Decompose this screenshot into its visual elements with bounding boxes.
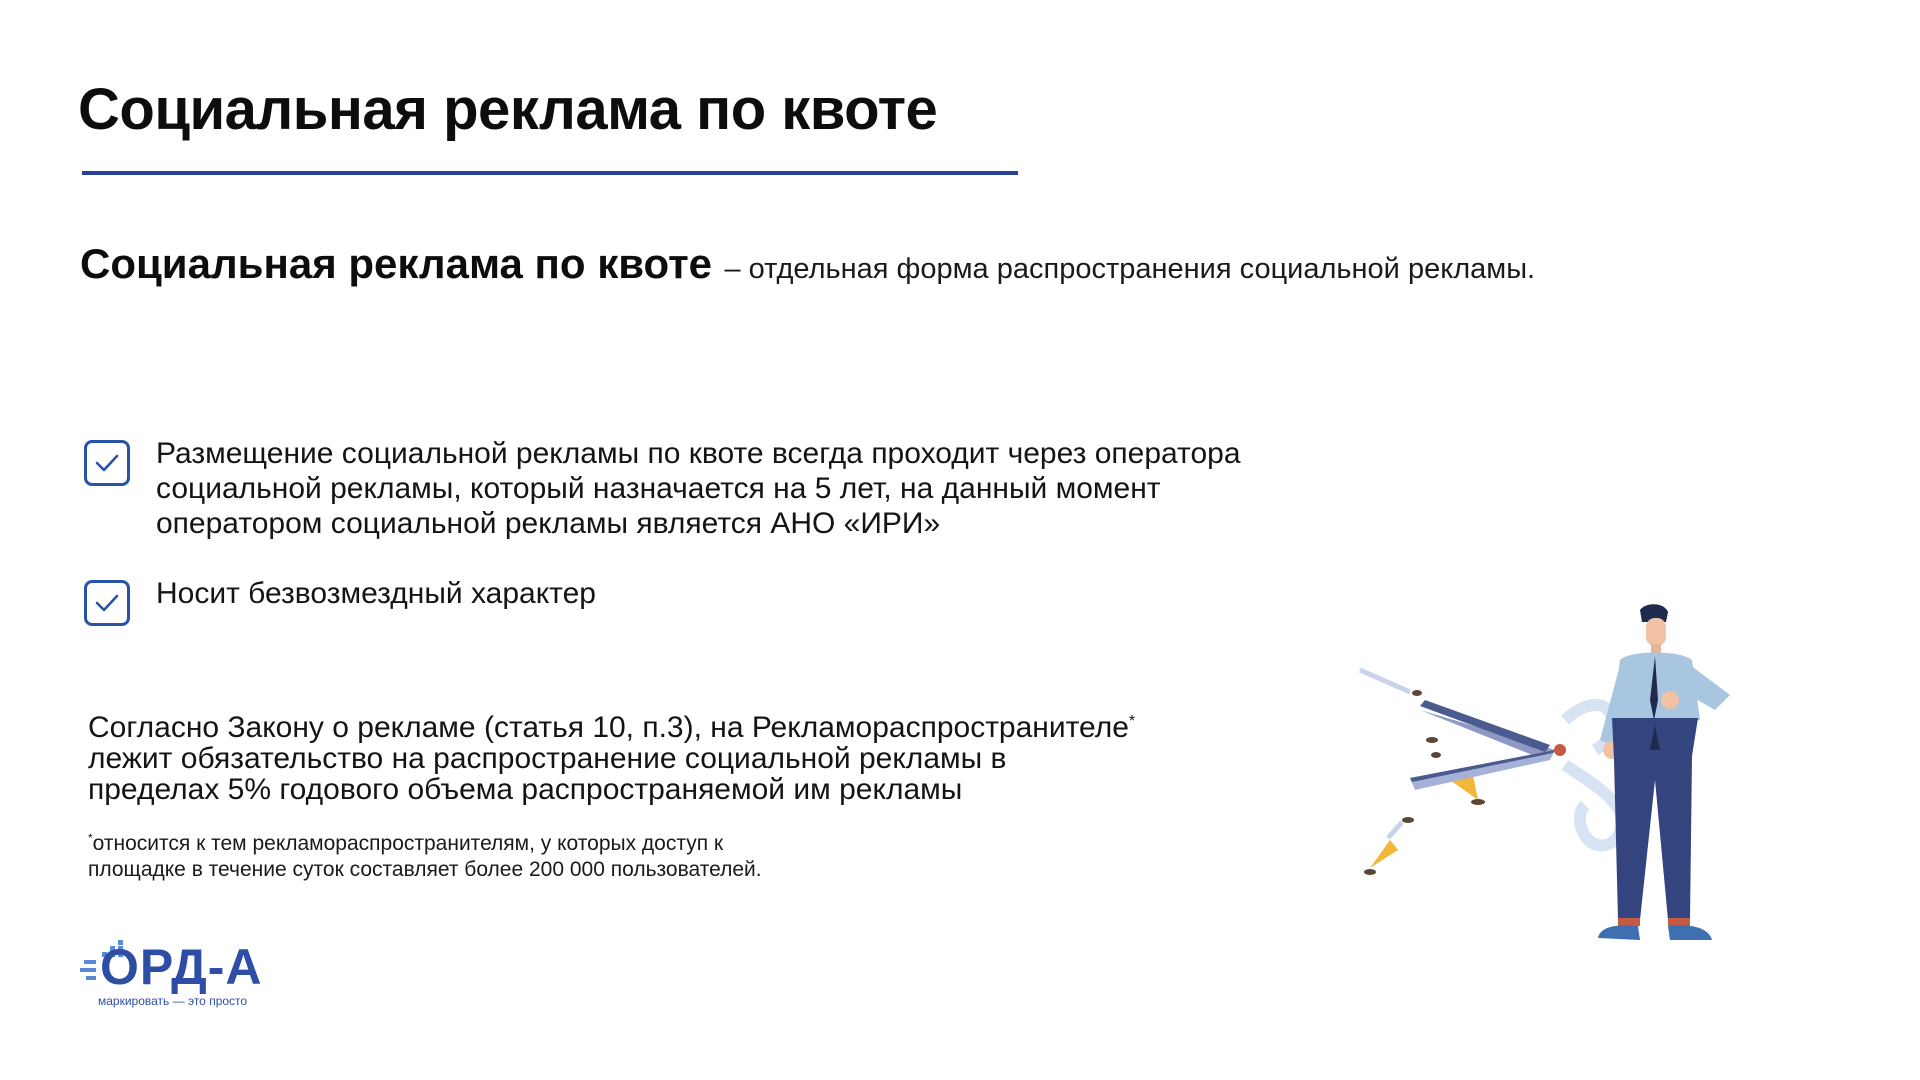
logo-tagline: маркировать — это просто: [98, 994, 248, 1008]
law-paragraph: [88, 706, 1268, 805]
bullet-item: [84, 576, 1396, 626]
footnote-line-text: относится к тем рекламораспространителям, у которых доступ к: [92, 832, 724, 855]
man-figure: [1598, 604, 1730, 940]
bullet-line: оператором социальной рекламы является АНО «ИРИ»: [156, 507, 941, 540]
ord-a-logo: [80, 938, 280, 1018]
footnote-marker: *: [1128, 713, 1136, 730]
footnote-line: [88, 825, 948, 857]
definition: [80, 240, 1535, 288]
footnote-line: площадке в течение суток составляет более 200 000 пользователей.: [88, 858, 762, 881]
checkbox-checked-icon: [84, 580, 130, 626]
definition-description: – отдельная форма распространения социальной рекламы.: [724, 253, 1536, 285]
law-line: [88, 706, 1268, 743]
law-line: пределах 5% годового объема распространяемой им рекламы: [88, 773, 963, 806]
bullet-line: социальной рекламы, который назначается на 5 лет, на данный момент: [156, 472, 1161, 505]
bullet-line: Размещение социальной рекламы по квоте всегда проходит через оператора: [156, 437, 1241, 470]
definition-term: Социальная реклама по квоте: [80, 240, 713, 287]
bullet-text: [156, 436, 1396, 541]
checkbox-checked-icon: [84, 440, 130, 486]
man-with-scissors-illustration: [1350, 600, 1770, 970]
law-line: лежит обязательство на распространение социальной рекламы в: [88, 742, 1007, 775]
slide-title: Социальная реклама по квоте: [78, 77, 938, 142]
scissors: [1410, 700, 1622, 845]
footnote: [88, 825, 948, 883]
bullet-text: [156, 576, 1396, 611]
footnote-marker: *: [88, 831, 93, 845]
bullet-line: Носит безвозмездный характер: [156, 577, 596, 610]
law-line-text: Согласно Закону о рекламе (статья 10, п.3), на Рекламораспространителе: [88, 711, 1129, 744]
bullet-item: [84, 436, 1396, 541]
title-underline: [82, 171, 1018, 175]
logo-wordmark: ОРД-А: [100, 939, 263, 995]
